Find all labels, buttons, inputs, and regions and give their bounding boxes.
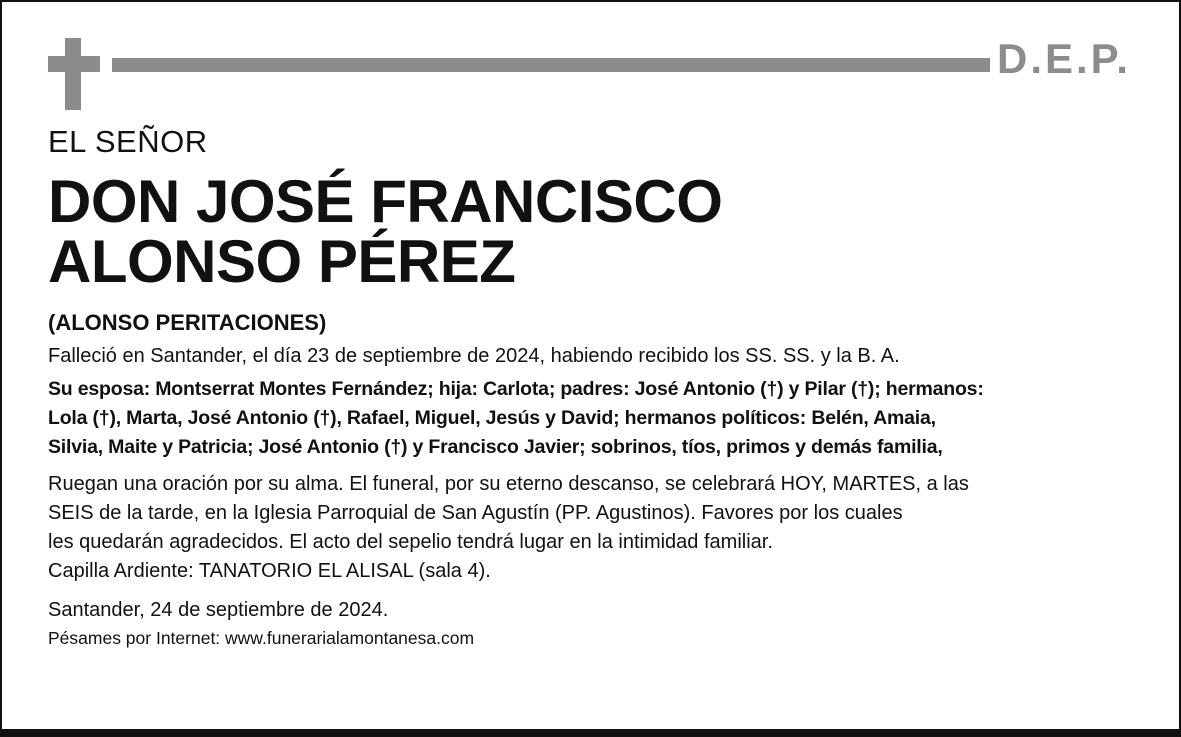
death-info: Falleció en Santander, el día 23 de septiembre de 2024, habiendo recibido los SS. SS. y la B. A.: [48, 345, 900, 367]
cross-icon: [48, 38, 100, 110]
dep-label: D.E.P.: [997, 35, 1131, 82]
funeral-line: Ruegan una oración por su alma. El funeral, por su eterno descanso, se celebrará HOY, MARTES, a las: [48, 473, 969, 495]
condolences-link: Pésames por Internet: www.funerarialamontanesa.com: [48, 628, 475, 648]
funeral-line: les quedarán agradecidos. El acto del sepelio tendrá lugar en la intimidad familiar.: [48, 531, 773, 553]
bottom-border: [2, 729, 1179, 735]
funeral-line: SEIS de la tarde, en la Iglesia Parroquial de San Agustín (PP. Agustinos). Favores por los cuales: [48, 502, 903, 524]
family-line: Silvia, Maite y Patricia; José Antonio (†) y Francisco Javier; sobrinos, tíos, primos y demás familia,: [48, 436, 943, 458]
place-date: Santander, 24 de septiembre de 2024.: [48, 599, 389, 621]
deceased-name-line-1: DON JOSÉ FRANCISCO: [48, 168, 723, 235]
family-line: Lola (†), Marta, José Antonio (†), Rafael, Miguel, Jesús y David; hermanos políticos: Belén, Amaia,: [48, 407, 936, 429]
honorific-prefix: EL SEÑOR: [48, 124, 208, 159]
company-subtitle: (ALONSO PERITACIONES): [48, 310, 327, 335]
deceased-name-line-2: ALONSO PÉREZ: [48, 228, 516, 295]
family-line: Su esposa: Montserrat Montes Fernández; hija: Carlota; padres: José Antonio (†) y Pilar (†); hermanos:: [48, 378, 984, 400]
chapel-info: Capilla Ardiente: TANATORIO EL ALISAL (sala 4).: [48, 560, 491, 582]
header-rule: [112, 58, 990, 72]
notice-body: [48, 120, 1148, 651]
